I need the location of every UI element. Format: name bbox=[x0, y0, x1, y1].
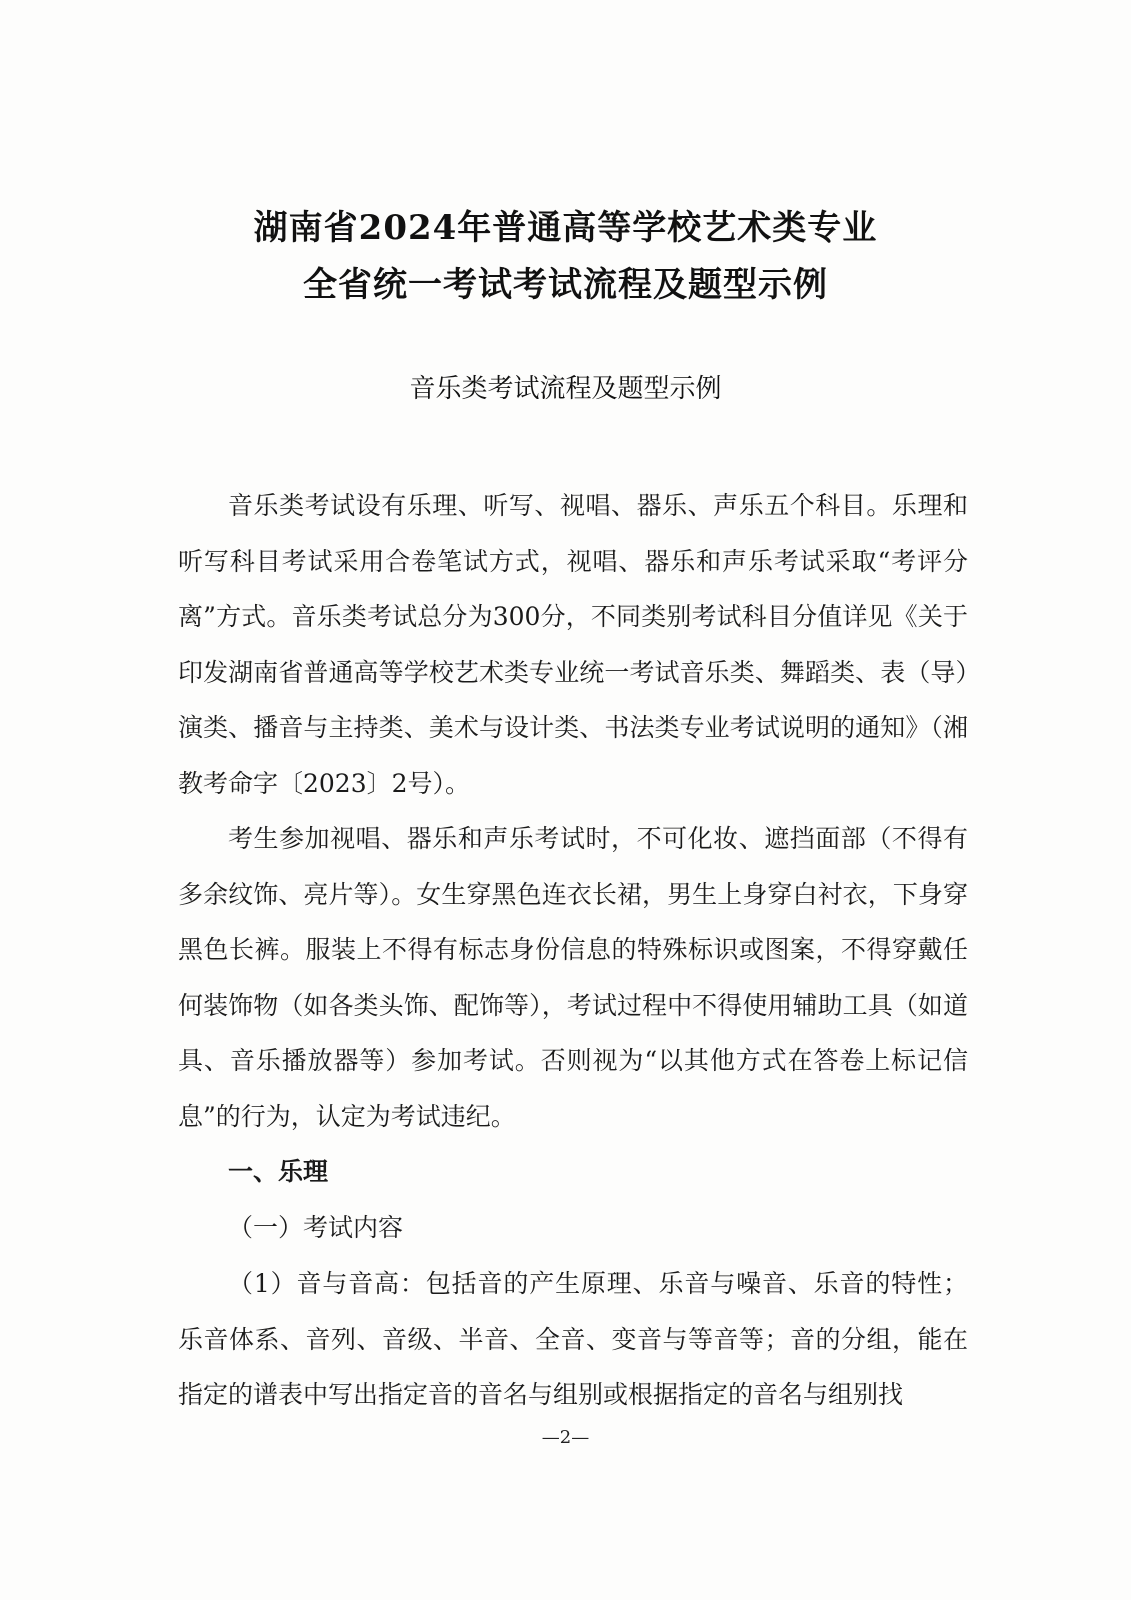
section-heading: 一、乐理 bbox=[228, 1157, 329, 1186]
content-paragraph: （1）音与音高：包括音的产生原理、乐音与噪音、乐音的特性；乐音体系、音列、音级、半音、全音、变音与等音等；音的分组，能在指定的谱表中写出指定音的音名与组别或根据指定的音名与组别找 bbox=[178, 1269, 968, 1409]
section-subtitle: 音乐类考试流程及题型示例 bbox=[409, 374, 722, 404]
document-title-line-2: 全省统一考试考试流程及题型示例 bbox=[303, 265, 828, 305]
subsection-heading: （一）考试内容 bbox=[228, 1213, 404, 1242]
body-paragraph-2: 考生参加视唱、器乐和声乐考试时，不可化妆、遮挡面部（不得有多余纹饰、亮片等）。女生穿黑色连衣长裙，男生上身穿白衬衣，下身穿黑色长裤。服装上不得有标志身份信息的特殊标识或图案，不得穿戴任何装饰物（如各类头饰、配饰等），考试过程中不得使用辅助工具（如道具、音乐播放器等）参加考试。否则视为“以其他方式在答卷上标记信息”的行为，认定为考试违纪。 bbox=[178, 824, 968, 1131]
document-title-line-1: 湖南省2024年普通高等学校艺术类专业 bbox=[253, 208, 878, 248]
body-paragraph-1: 音乐类考试设有乐理、听写、视唱、器乐、声乐五个科目。乐理和听写科目考试采用合卷笔试方式，视唱、器乐和声乐考试采取“考评分离”方式。音乐类考试总分为300分，不同类别考试科目分值详见《关于印发湖南省普通高等学校艺术类专业统一考试音乐类、舞蹈类、表（导）演类、播音与主持类、美术与设计类、书法类专业考试说明的通知》（湘教考命字〔2023〕2号）。 bbox=[178, 491, 968, 798]
page-number: —2— bbox=[541, 1427, 590, 1448]
document-body bbox=[178, 478, 968, 1423]
